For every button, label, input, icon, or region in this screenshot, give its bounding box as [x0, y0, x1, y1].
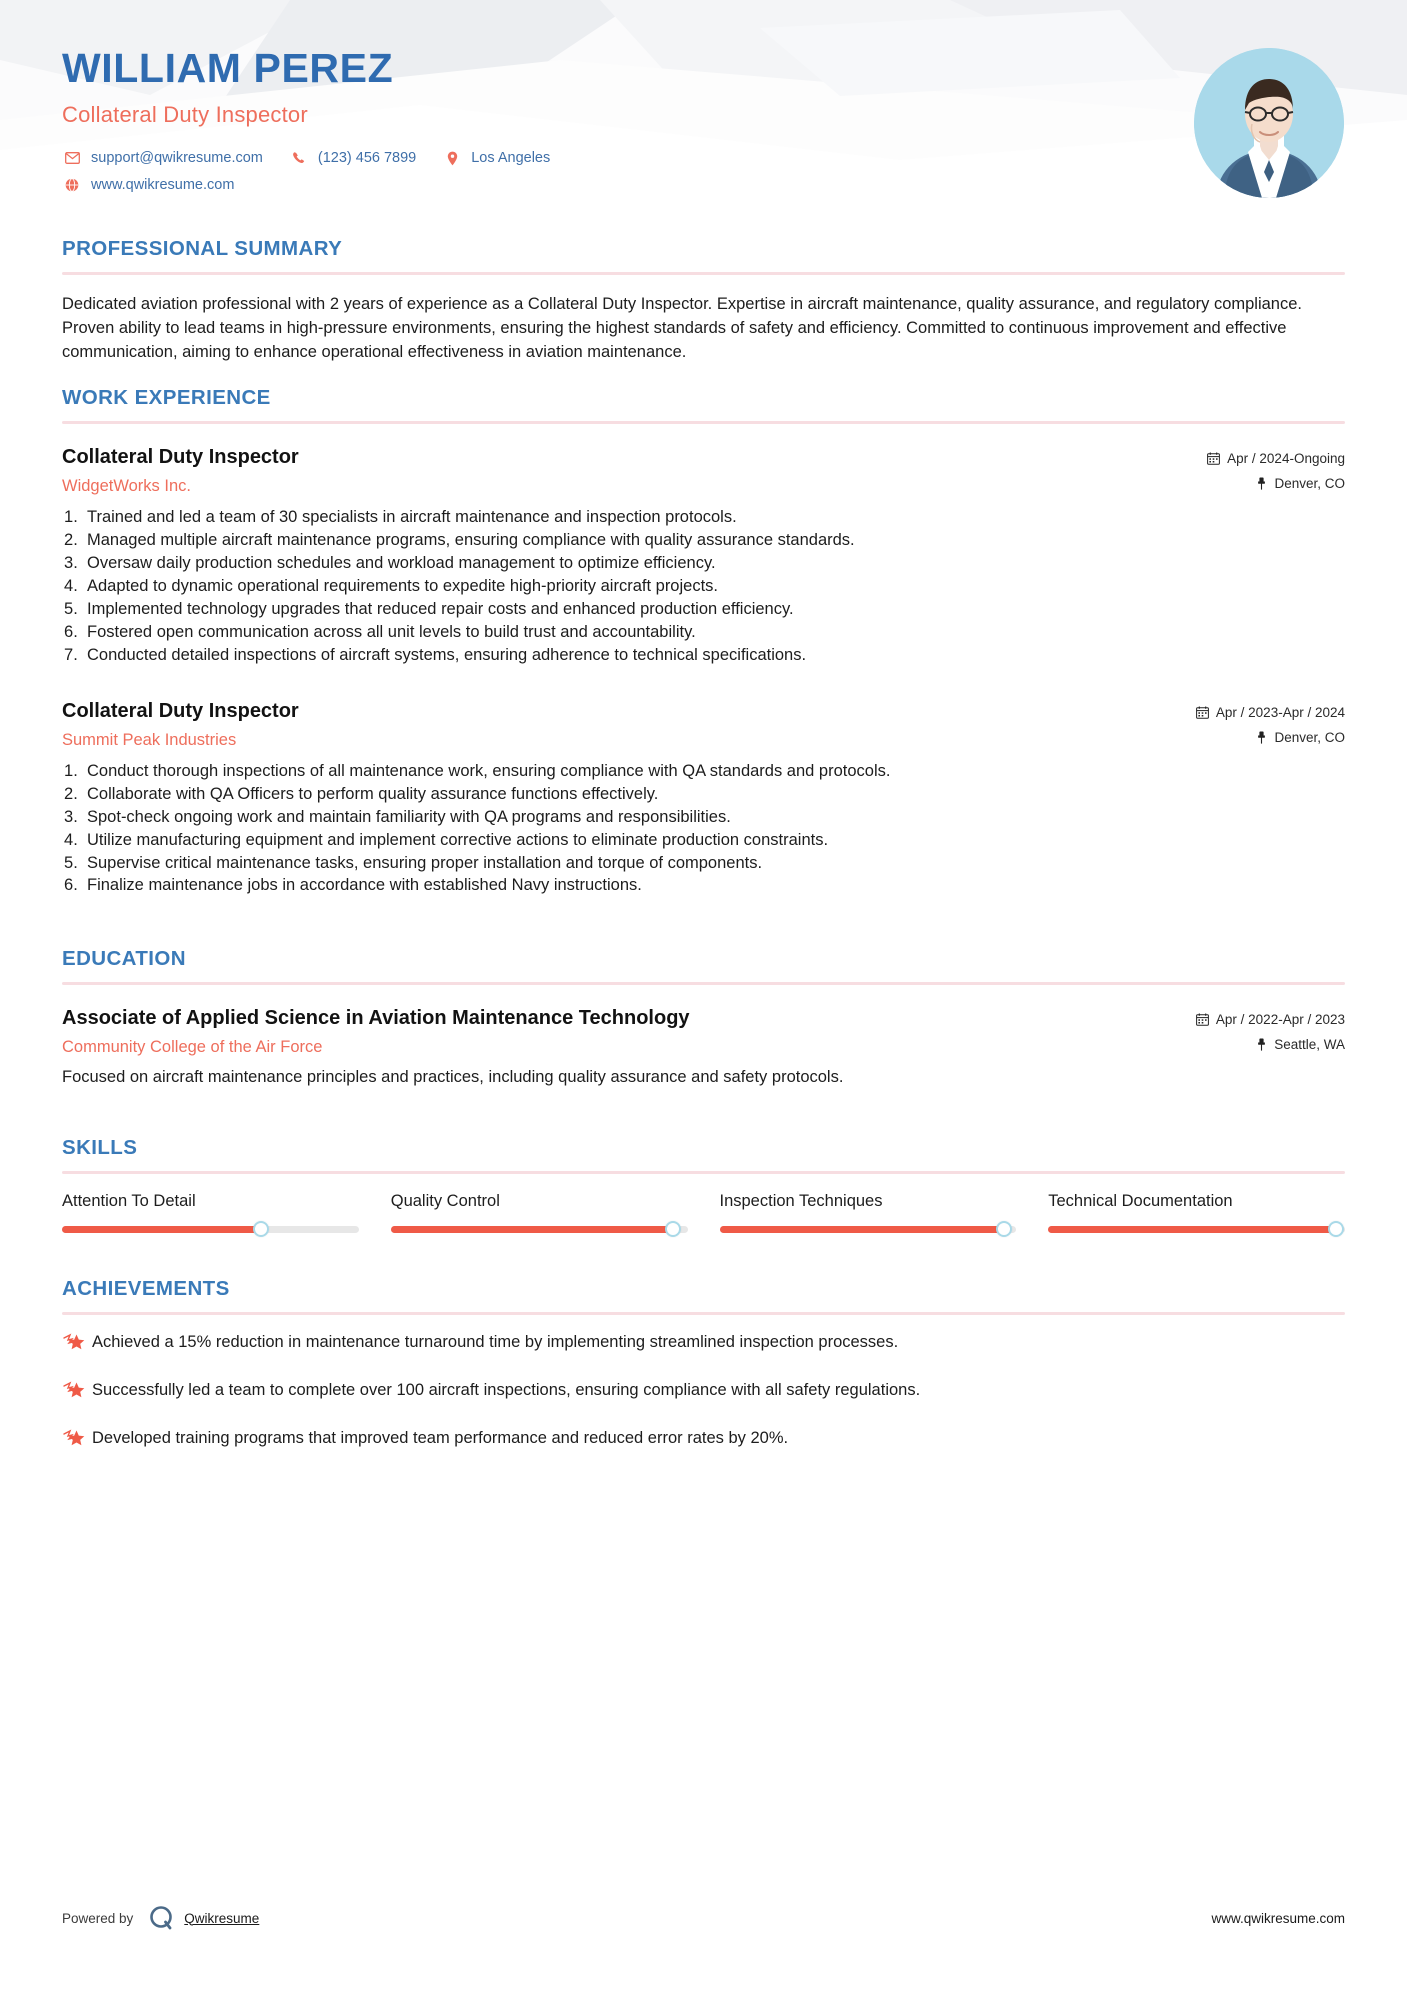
- avatar: [1194, 48, 1344, 198]
- contact-location-label: Los Angeles: [471, 150, 551, 166]
- star-badge-icon: [62, 1427, 92, 1455]
- achievement-text: Successfully led a team to complete over 100 aircraft inspections, ensuring compliance with all safety regulations.: [92, 1380, 921, 1399]
- section-work-experience: [62, 386, 1345, 897]
- education-location: [1196, 1037, 1345, 1052]
- skill-progress-knob[interactable]: [253, 1221, 269, 1237]
- work-entry-meta: [1207, 445, 1345, 491]
- education-location-label: Seattle, WA: [1274, 1037, 1345, 1053]
- work-entry: [62, 699, 1345, 898]
- work-organization: Summit Peak Industries: [62, 730, 237, 749]
- work-bullet: Collaborate with QA Officers to perform quality assurance functions effectively.: [87, 784, 659, 803]
- footer-powered-by: [62, 1904, 259, 1932]
- skill-label: Quality Control: [390, 1191, 500, 1210]
- work-bullet: Trained and led a team of 30 specialists in aircraft maintenance and inspection protocols.: [87, 508, 737, 527]
- section-divider: [62, 982, 1345, 985]
- page-footer: [62, 1904, 1345, 1932]
- resume-body: [0, 237, 1407, 1455]
- skills-grid: [62, 1192, 1345, 1233]
- skill-progress-fill: [391, 1226, 673, 1233]
- work-entry-header: [62, 699, 1345, 750]
- section-title-skills: SKILLS: [62, 1135, 138, 1159]
- work-location: [1196, 730, 1345, 745]
- skill-progress-knob[interactable]: [665, 1221, 681, 1237]
- section-divider: [62, 272, 1345, 275]
- work-bullet: Conducted detailed inspections of aircraft systems, ensuring adherence to technical specifications.: [87, 645, 807, 664]
- contact-row-website: [62, 177, 1407, 193]
- education-entry: [62, 1006, 1345, 1089]
- calendar-icon: [1207, 452, 1220, 465]
- skill-progress-bar[interactable]: [1048, 1226, 1345, 1233]
- skill-label: Technical Documentation: [1048, 1191, 1233, 1210]
- skill-progress-bar[interactable]: [391, 1226, 688, 1233]
- section-divider: [62, 421, 1345, 424]
- header-content: [0, 0, 1407, 193]
- work-date: [1196, 705, 1345, 720]
- contact-email-label: support@qwikresume.com: [91, 150, 263, 166]
- work-bullet: Fostered open communication across all unit levels to build trust and accountability.: [87, 622, 696, 641]
- work-bullet: Oversaw daily production schedules and workload management to optimize efficiency.: [87, 554, 716, 573]
- map-pin-icon: [1256, 477, 1267, 490]
- globe-icon: [62, 178, 82, 192]
- skill-progress-fill: [720, 1226, 1005, 1233]
- work-bullet: Supervise critical maintenance tasks, ensuring proper installation and torque of components.: [87, 853, 763, 872]
- work-bullets: [62, 761, 1345, 898]
- skill-progress-bar[interactable]: [720, 1226, 1017, 1233]
- skill-progress-knob[interactable]: [1328, 1221, 1344, 1237]
- education-entry-meta: [1196, 1006, 1345, 1052]
- phone-icon: [289, 151, 309, 165]
- header-job-title: Collateral Duty Inspector: [62, 102, 308, 127]
- footer-brand-link[interactable]: Qwikresume: [184, 1910, 260, 1926]
- education-entry-header: [62, 1006, 1345, 1057]
- contact-phone[interactable]: [289, 150, 416, 166]
- work-bullet: Implemented technology upgrades that reduced repair costs and enhanced production efficiency.: [87, 599, 794, 618]
- work-role: Collateral Duty Inspector: [62, 699, 299, 722]
- skill-item: [62, 1192, 359, 1233]
- section-achievements: [62, 1277, 1345, 1455]
- achievement-text: Developed training programs that improved team performance and reduced error rates by 20%.: [92, 1428, 789, 1447]
- contact-website[interactable]: [62, 177, 234, 193]
- page-title: WILLIAM PEREZ: [62, 45, 394, 91]
- summary-text: Dedicated aviation professional with 2 years of experience as a Collateral Duty Inspector. Expertise in aircraft maintenance, quality assurance, and regulatory compliance. Proven ability to lead teams in high-pressure environments, ensuring the highest standards of safety and efficiency. Committed to continuous improvement and effective communication, aiming to enhance operational effectiveness in aviation maintenance.: [62, 295, 1302, 362]
- footer-website[interactable]: www.qwikresume.com: [1211, 1910, 1345, 1926]
- work-location: [1207, 476, 1345, 491]
- section-title-education: EDUCATION: [62, 947, 186, 971]
- skill-label: Inspection Techniques: [719, 1191, 883, 1210]
- contact-location: [442, 150, 550, 166]
- calendar-icon: [1196, 706, 1209, 719]
- work-bullet: Managed multiple aircraft maintenance programs, ensuring compliance with quality assurance standards.: [87, 531, 855, 550]
- section-education: [62, 947, 1345, 1089]
- work-location-label: Denver, CO: [1274, 476, 1345, 492]
- education-entry-main: [62, 1006, 1196, 1057]
- footer-powered-label: Powered by: [62, 1910, 134, 1926]
- star-badge-icon: [62, 1379, 92, 1407]
- work-entry-meta: [1196, 699, 1345, 745]
- work-entry-header: [62, 445, 1345, 496]
- skill-label: Attention To Detail: [62, 1191, 196, 1210]
- contact-website-label: www.qwikresume.com: [91, 177, 235, 193]
- contact-phone-label: (123) 456 7899: [317, 150, 417, 166]
- education-date-label: Apr / 2022-Apr / 2023: [1215, 1012, 1345, 1028]
- achievement-item: [62, 1379, 1345, 1407]
- work-entry-main: [62, 699, 1196, 750]
- skill-item: [391, 1192, 688, 1233]
- achievements-list: [62, 1331, 1345, 1455]
- section-title-work: WORK EXPERIENCE: [62, 386, 271, 410]
- work-bullet: Utilize manufacturing equipment and implement corrective actions to eliminate production constraints.: [87, 830, 829, 849]
- work-location-label: Denver, CO: [1274, 729, 1345, 745]
- achievement-text: Achieved a 15% reduction in maintenance turnaround time by implementing streamlined inspection processes.: [92, 1332, 899, 1351]
- work-organization: WidgetWorks Inc.: [62, 477, 191, 496]
- work-bullet: Conduct thorough inspections of all maintenance work, ensuring compliance with QA standards and protocols.: [87, 761, 891, 780]
- education-date: [1196, 1012, 1345, 1027]
- section-skills: [62, 1136, 1345, 1233]
- achievement-item: [62, 1331, 1345, 1359]
- work-date: [1207, 451, 1345, 466]
- work-bullet: Spot-check ongoing work and maintain familiarity with QA programs and responsibilities.: [87, 807, 731, 826]
- skill-item: [720, 1192, 1017, 1233]
- work-date-label: Apr / 2024-Ongoing: [1227, 451, 1345, 467]
- star-badge-icon: [62, 1331, 92, 1359]
- work-entry: [62, 445, 1345, 667]
- email-icon: [62, 152, 82, 164]
- education-school: Community College of the Air Force: [62, 1038, 323, 1057]
- work-bullet: Finalize maintenance jobs in accordance with established Navy instructions.: [87, 876, 642, 895]
- achievement-item: [62, 1427, 1345, 1455]
- work-entry-main: [62, 445, 1207, 496]
- resume-header: [0, 0, 1407, 215]
- skill-progress-knob[interactable]: [996, 1221, 1012, 1237]
- education-description: Focused on aircraft maintenance principles and practices, including quality assurance and safety protocols.: [62, 1068, 844, 1087]
- skill-progress-bar[interactable]: [62, 1226, 359, 1233]
- section-divider: [62, 1312, 1345, 1315]
- work-bullets: [62, 507, 1345, 667]
- map-pin-icon: [1256, 1038, 1267, 1051]
- skill-progress-fill: [1048, 1226, 1336, 1233]
- work-role: Collateral Duty Inspector: [62, 446, 299, 469]
- calendar-icon: [1196, 1013, 1209, 1026]
- contact-email[interactable]: [62, 150, 263, 166]
- skill-item: [1048, 1192, 1345, 1233]
- section-professional-summary: [62, 237, 1345, 364]
- skill-progress-fill: [62, 1226, 261, 1233]
- location-pin-icon: [442, 151, 462, 166]
- work-bullet: Adapted to dynamic operational requirements to expedite high-priority aircraft projects.: [87, 577, 718, 596]
- work-date-label: Apr / 2023-Apr / 2024: [1215, 704, 1345, 720]
- section-divider: [62, 1171, 1345, 1174]
- map-pin-icon: [1256, 731, 1267, 744]
- section-title-achievements: ACHIEVEMENTS: [62, 1276, 230, 1300]
- section-title-summary: PROFESSIONAL SUMMARY: [62, 237, 343, 260]
- qwikresume-logo-icon: [147, 1904, 175, 1932]
- education-degree: Associate of Applied Science in Aviation Maintenance Technology: [62, 1007, 690, 1030]
